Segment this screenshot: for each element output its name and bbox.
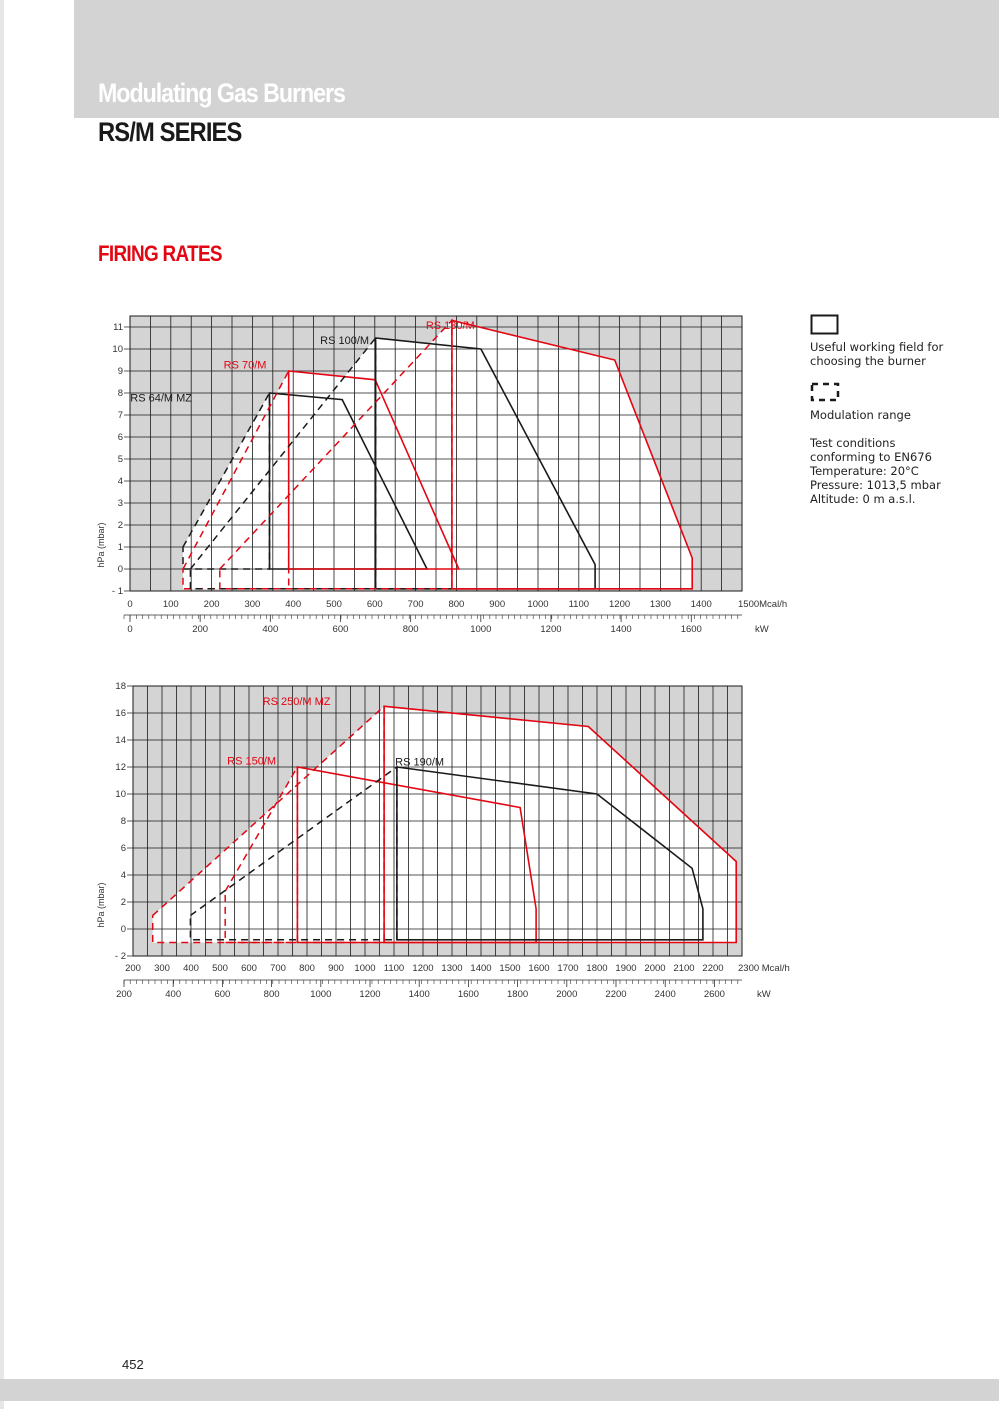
series-label: RS 70/M <box>223 359 267 372</box>
y-tick-label: 1 <box>117 542 123 553</box>
x-tick-label: 1800 <box>586 963 608 974</box>
section-title: FIRING RATES <box>98 241 222 266</box>
series-label: RS 190/M <box>395 756 445 769</box>
y-tick-label: 14 <box>115 735 126 746</box>
x-tick-label: 300 <box>154 963 170 974</box>
y-tick-label: 2 <box>117 520 123 531</box>
legend-modulation <box>810 382 960 422</box>
kw-tick-label: 200 <box>116 989 132 1000</box>
kw-tick-label: 200 <box>192 624 209 635</box>
kw-tick-label: 600 <box>214 989 231 1000</box>
y-tick-label: 4 <box>117 476 123 487</box>
x-tick-label: 400 <box>285 599 302 610</box>
y-tick-label: 16 <box>115 708 126 719</box>
x-tick-label: 900 <box>328 963 344 974</box>
x-tick-label: 700 <box>407 599 424 610</box>
y-tick-label: 7 <box>117 410 123 421</box>
y-tick-label: 8 <box>120 816 126 827</box>
y-tick-label: 10 <box>115 789 126 800</box>
x-tick-label: 700 <box>270 963 286 974</box>
y-tick-label: 5 <box>117 454 123 465</box>
kw-tick-label: 400 <box>165 989 182 1000</box>
page-title: Modulating Gas Burners <box>98 78 345 108</box>
x-tick-label: 2000 <box>644 963 666 974</box>
y-tick-label: 12 <box>115 762 126 773</box>
dashed-box-icon <box>810 382 840 404</box>
x-tick-label: 1300 <box>649 599 671 610</box>
x-tick-label: 1200 <box>412 963 434 974</box>
legend-working-field-text: Useful working field for choosing the burner <box>810 340 944 368</box>
kw-tick-label: 400 <box>262 624 279 635</box>
legend-temperature: Temperature: 20°C <box>810 464 919 478</box>
kw-tick-label: 1200 <box>359 989 381 1000</box>
x-tick-label: 2300 Mcal/h <box>738 963 790 974</box>
kw-tick-label: 600 <box>332 624 349 635</box>
solid-box-icon <box>810 314 840 336</box>
kw-tick-label: 1200 <box>540 624 562 635</box>
kw-tick-label: 800 <box>402 624 419 635</box>
y-tick-label: 3 <box>117 498 123 509</box>
series-label: RS 250/M MZ <box>262 695 331 708</box>
legend-test-conditions <box>810 436 960 506</box>
y-tick-label: 18 <box>115 681 126 692</box>
series-label: RS 130/M <box>425 319 475 332</box>
kw-tick-label: 800 <box>263 989 280 1000</box>
x-tick-label: 1400 <box>690 599 712 610</box>
kw-tick-label: 1800 <box>507 989 529 1000</box>
y-tick-label: 2 <box>120 897 126 908</box>
x-tick-label: 400 <box>183 963 199 974</box>
x-tick-label: 1200 <box>609 599 631 610</box>
legend-test-text: Test conditions conforming to EN676 <box>810 436 932 464</box>
y-axis-label: hPa (mbar) <box>96 522 106 568</box>
y-tick-label: - 2 <box>114 951 126 962</box>
x-tick-label: 1100 <box>383 963 405 974</box>
legend-modulation-text: Modulation range <box>810 408 911 422</box>
x-tick-label: 100 <box>162 599 179 610</box>
x-tick-label: 0 <box>127 599 133 610</box>
kw-tick-label: 2600 <box>703 989 725 1000</box>
legend-pressure: Pressure: 1013,5 mbar <box>810 478 941 492</box>
y-tick-label: - 1 <box>111 586 123 597</box>
x-tick-label: 300 <box>244 599 261 610</box>
x-tick-label: 600 <box>366 599 383 610</box>
y-axis-label: hPa (mbar) <box>96 882 106 928</box>
x-tick-label: 800 <box>448 599 465 610</box>
legend-altitude: Altitude: 0 m a.s.l. <box>810 492 916 506</box>
series-title: RS/M SERIES <box>98 117 242 147</box>
x-tick-label: 800 <box>299 963 315 974</box>
kw-tick-label: 1600 <box>457 989 479 1000</box>
kw-tick-label: 1000 <box>470 624 492 635</box>
kw-tick-label: 0 <box>127 624 133 635</box>
kw-unit-label: kW <box>757 989 771 1000</box>
x-tick-label: 2200 <box>702 963 724 974</box>
y-tick-label: 6 <box>117 432 123 443</box>
x-tick-label: 1600 <box>528 963 550 974</box>
x-tick-label: 2100 <box>673 963 695 974</box>
kw-unit-label: kW <box>755 624 769 635</box>
chart-legend <box>810 314 960 506</box>
kw-tick-label: 1400 <box>408 989 430 1000</box>
x-tick-label: 1400 <box>470 963 492 974</box>
x-tick-label: 1000 <box>354 963 376 974</box>
x-tick-label: 200 <box>125 963 141 974</box>
y-tick-label: 4 <box>120 870 126 881</box>
series-label: RS 150/M <box>227 755 277 768</box>
y-tick-label: 11 <box>113 322 123 333</box>
x-tick-label: 900 <box>489 599 506 610</box>
kw-tick-label: 1000 <box>310 989 332 1000</box>
x-tick-label: 200 <box>203 599 220 610</box>
kw-tick-label: 2400 <box>654 989 676 1000</box>
y-tick-label: 0 <box>120 924 126 935</box>
y-tick-label: 8 <box>117 388 123 399</box>
x-tick-label: 600 <box>241 963 257 974</box>
x-tick-label: 500 <box>212 963 228 974</box>
y-tick-label: 10 <box>112 344 123 355</box>
kw-tick-label: 1600 <box>680 624 702 635</box>
x-tick-label: 1700 <box>557 963 579 974</box>
y-tick-label: 6 <box>120 843 126 854</box>
x-tick-label: 1000 <box>527 599 549 610</box>
x-tick-label: 1500 <box>499 963 521 974</box>
x-tick-label: 1300 <box>441 963 463 974</box>
x-tick-label: 1500Mcal/h <box>738 599 788 610</box>
footer-band <box>0 1379 999 1401</box>
kw-tick-label: 2000 <box>556 989 578 1000</box>
x-tick-label: 500 <box>326 599 342 610</box>
page-number: 452 <box>122 1357 144 1372</box>
series-label: RS 100/M <box>320 335 370 348</box>
y-tick-label: 9 <box>117 366 123 377</box>
kw-tick-label: 1400 <box>610 624 632 635</box>
x-tick-label: 1900 <box>615 963 637 974</box>
y-tick-label: 0 <box>117 564 123 575</box>
legend-working-field <box>810 314 960 368</box>
kw-tick-label: 2200 <box>605 989 627 1000</box>
series-label: RS 64/M MZ <box>130 392 193 405</box>
x-tick-label: 1100 <box>568 599 590 610</box>
